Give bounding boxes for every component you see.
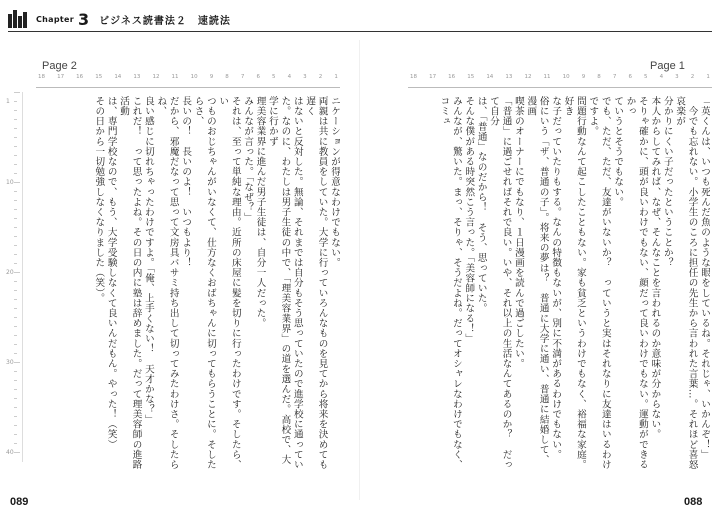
text-line: でも、ただ、ただ、友達がいないか？ っていうと実はそれなりに友達はいるわけですよ。 — [587, 96, 611, 470]
ruler-number: 3 — [675, 74, 679, 80]
ruler-tick — [14, 263, 17, 264]
text-line: 俗にいう「ザ、普通の子」。将来の夢は？ 普通に大学に通い、普通に結婚して、漫画 — [525, 96, 549, 465]
ruler-number: 6 — [628, 74, 632, 80]
text-line: そんな僕がある時突然こう言った。「美容師になる！」 — [463, 96, 475, 344]
text-line: 今でも忘れない。小学生のころに担任の先生から言われた言葉…。それほど喜怒哀楽が — [674, 96, 698, 470]
ruler-number: 12 — [524, 74, 532, 80]
text-line: みんなが、驚いた。まっ、そりゃ、そうだよね。だってオシャレなわけでもなく、コミュ — [438, 96, 462, 470]
ruler-number: 9 — [209, 74, 214, 80]
ruler-number: 12 — [152, 74, 160, 80]
ruler-tick — [14, 407, 17, 408]
ruler-number: 7 — [612, 74, 617, 80]
ruler-tick — [14, 371, 17, 372]
ruler-number: 5 — [272, 74, 276, 80]
ruler-line-number: 20 — [6, 269, 14, 276]
line-ruler — [6, 92, 20, 462]
text-line: みんなが言った。「なぜ？」 — [242, 96, 254, 223]
ruler-tick — [14, 353, 17, 354]
text-line: 問題行動なんて起こしたこともない。家も貧乏というわけでもなく、裕福な家庭。好き — [562, 96, 586, 470]
text-line: 良い感じに切れちゃったわけですよ。「俺、上手くない！ 天才かな？」 — [142, 96, 154, 425]
ruler-tick — [14, 236, 17, 237]
ruler-tick — [14, 245, 17, 246]
text-line: は、「普通」なのだから！ そう、思っていた。 — [475, 96, 487, 314]
ruler-tick — [14, 137, 17, 138]
ruler-number: 9 — [581, 74, 586, 80]
ruler-number: 16 — [76, 74, 84, 80]
ruler-number: 4 — [659, 74, 664, 80]
text-line: 喫茶のオーナーにでもなり、１日漫画を読んで過ごしたい。 — [512, 96, 524, 369]
ruler-tick — [14, 218, 17, 219]
ruler-number: 13 — [133, 74, 141, 80]
ruler-tick — [14, 92, 20, 93]
ruler-tick — [14, 101, 17, 102]
ruler-tick — [14, 290, 17, 291]
ruler-tick — [14, 335, 17, 336]
left-page-text — [40, 96, 340, 470]
ruler-number: 2 — [690, 74, 695, 80]
text-line: 本人からしてみれば、なぜ、そんなことを言われるのか意味が分からない。 — [649, 96, 661, 440]
ruler-tick — [14, 389, 17, 390]
ruler-number: 17 — [57, 74, 65, 80]
text-line: た。なのに、わたしは男子生徒の中で、「理美容業界」の道を選んだ。高校で、大学に行かず — [266, 96, 291, 465]
ruler-number: 5 — [644, 74, 648, 80]
ruler-number: 8 — [597, 74, 601, 80]
ruler-number: 17 — [429, 74, 437, 80]
right-page-label: Page 1 — [650, 60, 685, 72]
text-line: ニケーションが得意なわけでもない。 — [329, 96, 340, 268]
books-icon — [8, 10, 30, 28]
text-line: は、専門学校なので、もう、大学受験しなくて良いんだもん。やった！（笑） — [105, 96, 117, 450]
text-line: はないと反対した。無論、それまでは自分もそう思っていたので進学校に通ってい — [291, 96, 303, 470]
ruler-number: 14 — [114, 74, 122, 80]
chapter-word: Chapter — [36, 14, 74, 24]
ruler-line-number: 10 — [6, 179, 14, 186]
ruler-tick — [14, 209, 17, 210]
ruler-number: 16 — [448, 74, 456, 80]
text-line: な子だっていたりもする。なんの特徴もないが、別に不満があるわけでもない。 — [550, 96, 562, 460]
ruler-tick — [14, 281, 17, 282]
ruler-tick — [14, 254, 17, 255]
ruler-tick — [14, 443, 17, 444]
ruler-tick — [14, 434, 17, 435]
text-line: その日から一切勉強しなくなりました（笑）。 — [93, 96, 105, 304]
page-header — [8, 8, 231, 30]
text-line: これだ！ って思ったよね。その日の内に塾は辞めました。だって理美容師の進路活動 — [118, 96, 142, 470]
ruler-number: 11 — [171, 74, 179, 80]
ruler-tick — [14, 227, 17, 228]
text-line: 理美容業界に進んだ男子生徒は、自分一人だった。 — [254, 96, 266, 329]
right-column-ruler — [410, 74, 710, 86]
ruler-tick — [14, 191, 17, 192]
ruler-number: 1 — [706, 74, 710, 80]
ruler-tick — [14, 416, 17, 417]
right-ruler-line — [408, 87, 712, 88]
ruler-number: 3 — [303, 74, 307, 80]
left-folio: 089 — [10, 496, 29, 508]
text-line: 長いの！ 長いのよ！ いつもより！ — [180, 96, 192, 268]
text-line: そりゃ確かに、頭が良いわけでもない、顔だって良いわけでもない。運動ができるかっ — [624, 96, 648, 470]
ruler-tick — [14, 200, 17, 201]
ruler-tick — [14, 272, 20, 273]
right-page-text — [408, 96, 710, 470]
ruler-tick — [14, 173, 17, 174]
ruler-number: 18 — [410, 74, 417, 80]
ruler-line-number: 40 — [6, 449, 14, 456]
ruler-tick — [14, 380, 17, 381]
ruler-number: 13 — [505, 74, 513, 80]
ruler-tick — [14, 308, 17, 309]
ruler-number: 18 — [38, 74, 45, 80]
ruler-tick — [14, 119, 17, 120]
left-page-label: Page 2 — [42, 60, 77, 72]
page-gutter — [359, 40, 360, 500]
left-column-ruler — [38, 74, 338, 86]
ruler-tick — [14, 110, 17, 111]
chapter-number: 3 — [78, 9, 90, 29]
text-line: ていうとそうでもない。 — [612, 96, 624, 208]
right-folio: 088 — [684, 496, 703, 508]
line-ruler-line — [22, 92, 23, 462]
text-line: 「英くんは、いつも死んだ魚のような眼をしているね。それじゃ、いかんぞ！」 — [699, 96, 710, 460]
ruler-number: 1 — [334, 74, 338, 80]
ruler-tick — [14, 425, 17, 426]
ruler-tick — [14, 146, 17, 147]
ruler-number: 4 — [287, 74, 292, 80]
ruler-number: 8 — [225, 74, 229, 80]
ruler-tick — [14, 326, 17, 327]
ruler-number: 6 — [256, 74, 260, 80]
section-title: ビジネス読書法２ 速読法 — [99, 15, 231, 27]
ruler-number: 15 — [95, 74, 103, 80]
ruler-tick — [14, 164, 17, 165]
text-line: 「普通」に過ごせればそれで良い。いや、それ以上の生活なんてあるのか？ だって自分 — [488, 96, 512, 470]
text-line: 分かりにくい子だったということか？ — [661, 96, 673, 268]
ruler-tick — [14, 317, 17, 318]
ruler-line-number: 30 — [6, 359, 14, 366]
ruler-line-number: 1 — [6, 98, 10, 105]
ruler-number: 14 — [486, 74, 494, 80]
ruler-tick — [14, 182, 20, 183]
text-line: つものおじちゃんがいなくて、仕方なくおばちゃんに切ってもらうことに。そしたらさ、 — [192, 96, 216, 470]
ruler-number: 10 — [562, 74, 570, 80]
ruler-number: 15 — [467, 74, 475, 80]
ruler-tick — [14, 155, 17, 156]
ruler-number: 7 — [240, 74, 245, 80]
text-line: それは、至って単純な理由。近所の床屋に髪を切りに行ったわけです。そしたら、い — [217, 96, 241, 470]
ruler-number: 10 — [190, 74, 198, 80]
text-line: 両親は共に教員をしていた。大学に行っていろんなものを見てから将来を決めても遅く — [304, 96, 328, 470]
ruler-tick — [14, 452, 20, 453]
header-rule — [8, 31, 712, 32]
text-line: だから、邪魔だなって思って文房具バサミ持ち出して切ってみたわけさ。そしたらね、 — [155, 96, 179, 470]
ruler-tick — [14, 299, 17, 300]
ruler-tick — [14, 362, 20, 363]
ruler-tick — [14, 398, 17, 399]
ruler-number: 2 — [318, 74, 323, 80]
left-ruler-line — [36, 87, 340, 88]
ruler-tick — [14, 344, 17, 345]
ruler-number: 11 — [543, 74, 551, 80]
ruler-tick — [14, 128, 17, 129]
